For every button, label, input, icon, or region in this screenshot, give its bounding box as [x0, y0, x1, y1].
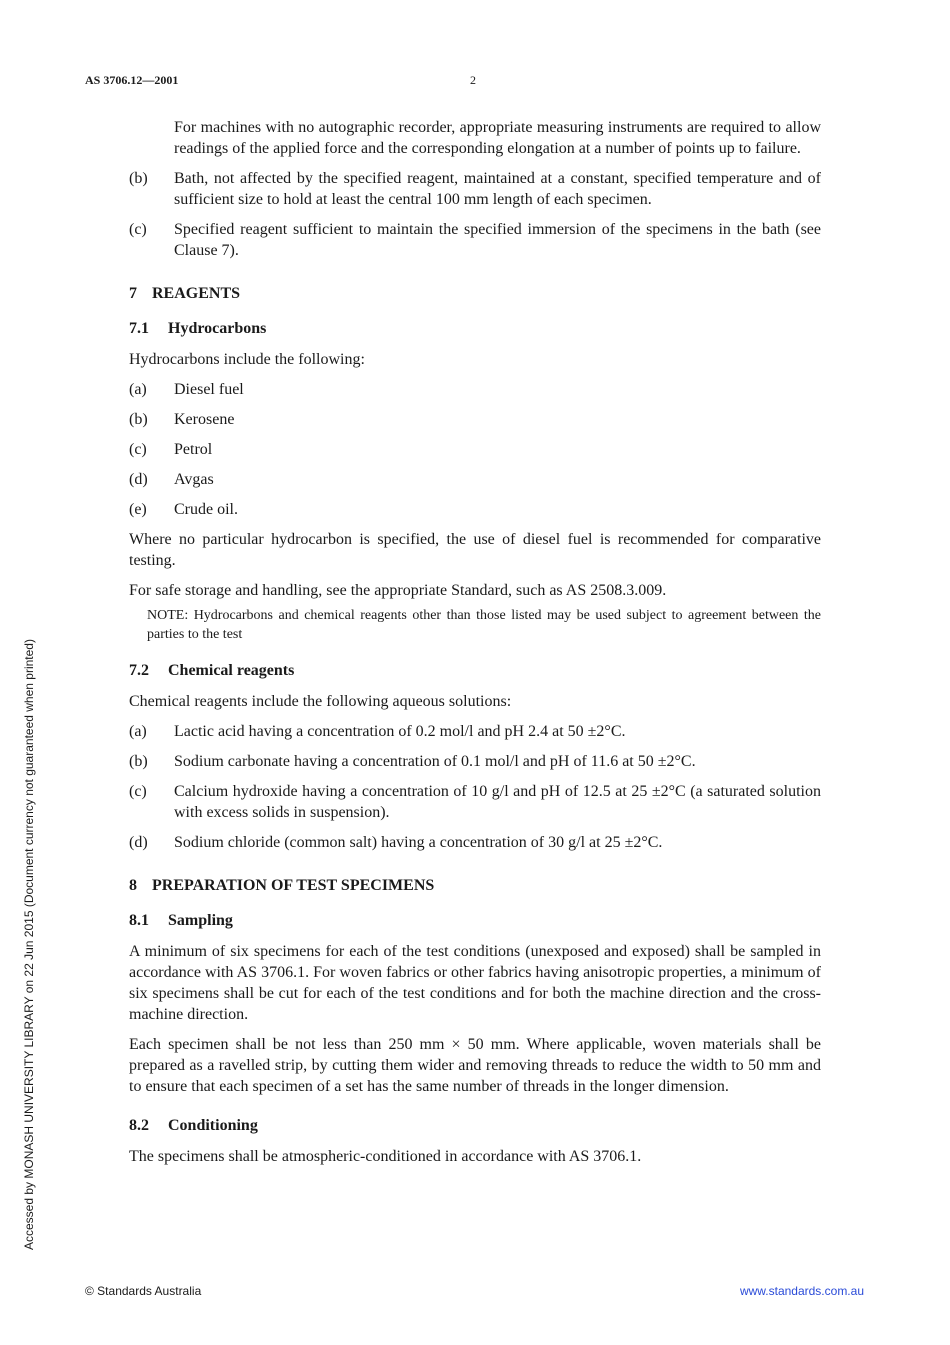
apparatus-continuation: For machines with no autographic recorder, appropriate measuring instruments are required to allow readings of the applied force and the corresponding elongation at a number of points up to failure.: [174, 119, 821, 157]
list-item: (b) Bath, not affected by the specified reagent, maintained at a constant, specified temperature and of sufficient size to hold at least the central 100 mm length of each specimen.: [129, 170, 821, 208]
note: NOTE: Hydrocarbons and chemical reagents other than those listed may be used subject to agreement between the parties to the test: [147, 608, 821, 642]
list-item: (a) Diesel fuel: [129, 381, 244, 398]
section-7-heading: 7 REAGENTS: [129, 285, 241, 302]
list-item: (c) Specified reagent sufficient to maintain the specified immersion of the specimens in the bath (see Clause 7).: [129, 221, 821, 259]
sampling-paragraph-2: Each specimen shall be not less than 250 mm × 50 mm. Where applicable, woven materials shall be prepared as a ravelled strip, by cutting them wider and removing threads to reduce the width to 50 mm and to ensure that each specimen of a set has the same number of threads in the longer dimension.: [129, 1036, 821, 1095]
list-item: (e) Crude oil.: [129, 501, 238, 518]
conditioning-paragraph: The specimens shall be atmospheric-conditioned in accordance with AS 3706.1.: [129, 1148, 642, 1165]
website-link[interactable]: www.standards.com.au: [739, 1284, 864, 1298]
list-item: (c) Calcium hydroxide having a concentration of 10 g/l and pH of 12.5 at 25 ±2°C (a saturated solution with excess solids in suspension).: [129, 783, 821, 821]
list-item: (d) Sodium chloride (common salt) having a concentration of 30 g/l at 25 ±2°C.: [129, 834, 663, 851]
copyright: © Standards Australia: [85, 1284, 202, 1298]
storage-paragraph: For safe storage and handling, see the appropriate Standard, such as AS 2508.3.009.: [129, 582, 667, 599]
section-8-heading: 8 PREPARATION OF TEST SPECIMENS: [129, 877, 435, 894]
access-watermark: Accessed by MONASH UNIVERSITY LIBRARY on 22 Jun 2015 (Document currency not guaranteed when printed): [22, 639, 36, 1250]
list-item: (b) Kerosene: [129, 411, 235, 428]
sampling-paragraph-1: A minimum of six specimens for each of the test conditions (unexposed and exposed) shall be sampled in accordance with AS 3706.1. For woven fabrics or other fabrics having anisotropic properties, a minimum of six specimens shall be cut for each of the test conditions and for both the machine direction and the cross-machine direction.: [129, 943, 821, 1023]
clause-8-1-heading: 8.1 Sampling: [129, 912, 233, 929]
hydrocarbons-intro: Hydrocarbons include the following:: [129, 351, 365, 368]
hydrocarbons-paragraph: Where no particular hydrocarbon is specified, the use of diesel fuel is recommended for comparative testing.: [129, 531, 821, 569]
clause-7-1-heading: 7.1 Hydrocarbons: [129, 320, 267, 337]
page-number: 2: [470, 73, 476, 87]
clause-7-2-heading: 7.2 Chemical reagents: [129, 662, 295, 679]
standard-number: AS 3706.12—2001: [85, 73, 179, 87]
list-item: (b) Sodium carbonate having a concentration of 0.1 mol/l and pH of 11.6 at 50 ±2°C.: [129, 753, 696, 770]
chemical-intro: Chemical reagents include the following aqueous solutions:: [129, 693, 512, 710]
list-item: (c) Petrol: [129, 441, 213, 458]
clause-8-2-heading: 8.2 Conditioning: [129, 1117, 258, 1134]
list-item: (a) Lactic acid having a concentration of 0.2 mol/l and pH 2.4 at 50 ±2°C.: [129, 723, 626, 740]
list-item: (d) Avgas: [129, 471, 214, 488]
document-body: [129, 117, 821, 1176]
